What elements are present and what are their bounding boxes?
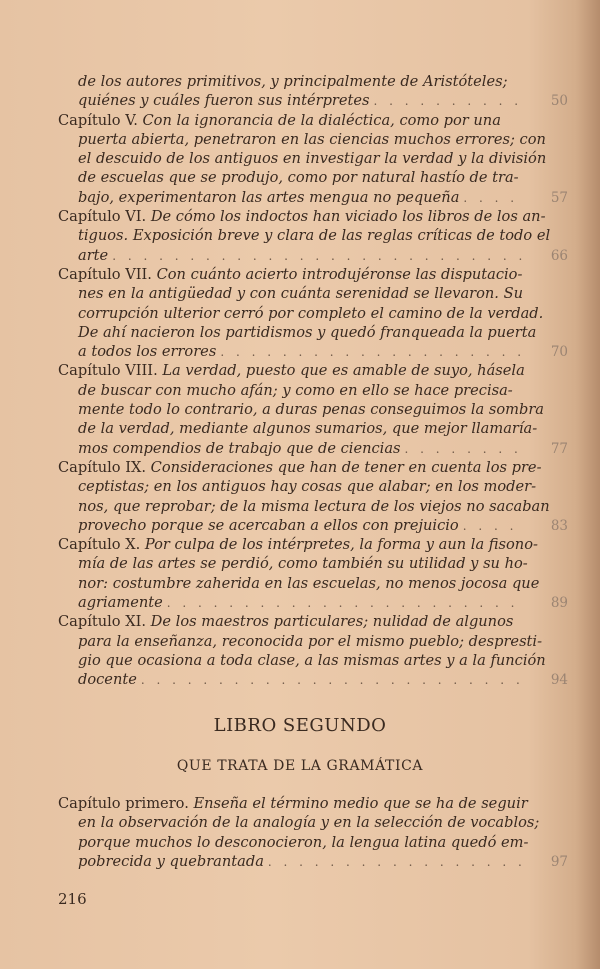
toc-line: [58, 497, 568, 516]
dot-leader: [463, 189, 524, 207]
chapter-description: corrupción ulterior cerró por completo el camino de la verdad.: [78, 304, 544, 322]
dot-leader: [374, 92, 524, 110]
toc-line: [58, 361, 568, 380]
chapter-description: provecho porque se acercaban a ellos con prejuicio: [78, 516, 459, 534]
chapter-description: en la observación de la analogía y en la selección de vocablos;: [78, 814, 540, 832]
page-reference: 57: [550, 189, 568, 206]
chapter-description: agriamente: [78, 594, 163, 612]
toc-line: [58, 304, 568, 323]
section-title: LIBRO SEGUNDO: [213, 715, 387, 736]
chapter-description: Con la ignorancia de la dialéctica, como por una: [142, 111, 501, 129]
chapter-description: Consideraciones que han de tener en cuenta los pre-: [150, 458, 542, 476]
toc-line: [58, 794, 568, 813]
dot-leader: [268, 853, 524, 871]
chapter-description: de escuelas que se produjo, como por natural hastío de tra-: [78, 169, 519, 187]
chapter-description: De cómo los indoctos han viciado los libros de los an-: [150, 208, 546, 226]
chapter-description: puerta abierta, penetraron en las ciencias muchos errores; con: [78, 130, 546, 148]
chapter-description: tiguos. Exposición breve y clara de las reglas críticas de todo el: [78, 227, 551, 245]
toc-line: [58, 833, 568, 852]
toc-line: [58, 554, 568, 573]
toc-line: [58, 852, 568, 871]
toc-line: [58, 670, 568, 689]
toc-entry: [58, 361, 568, 457]
toc-line: [58, 111, 568, 130]
chapter-label: Capítulo VII.: [58, 265, 157, 283]
chapter-description: el descuido de los antiguos en investigar la verdad y la división: [78, 150, 547, 168]
chapter-label: Capítulo V.: [58, 111, 143, 129]
page-number: 216: [58, 890, 87, 908]
toc-entry: [58, 612, 568, 689]
chapter-description: La verdad, puesto que es amable de suyo, hásela: [162, 362, 525, 380]
toc-line: [58, 593, 568, 612]
toc-entry: [58, 535, 568, 612]
toc-entry: [58, 794, 568, 871]
chapter-description: quiénes y cuáles fueron sus intérpretes: [78, 92, 370, 110]
toc-line: [58, 226, 568, 245]
toc-line: [58, 419, 568, 438]
chapter-description: nor: costumbre zaherida en las escuelas, no menos jocosa que: [78, 574, 540, 592]
page-reference: 89: [550, 595, 568, 612]
toc-line: [58, 574, 568, 593]
toc-line: [58, 207, 568, 226]
chapter-description: mos compendios de trabajo que de ciencias: [78, 439, 401, 457]
chapter-label: Capítulo VIII.: [58, 362, 163, 380]
page-reference: 77: [550, 440, 568, 457]
chapter-description: porque muchos lo desconocieron, la lengua latina quedó em-: [78, 833, 529, 851]
toc-line: [58, 323, 568, 342]
chapter-label: Capítulo IX.: [58, 458, 151, 476]
toc-line: [58, 130, 568, 149]
toc-line: [58, 342, 568, 361]
chapter-description: Con cuánto acierto introdujéronse las disputacio-: [156, 265, 523, 283]
toc-line: [58, 284, 568, 303]
toc-line: [58, 168, 568, 187]
toc-line: [58, 535, 568, 554]
toc-entry: [58, 111, 568, 207]
page-reference: 94: [550, 672, 568, 689]
chapter-description: arte: [78, 246, 109, 264]
chapter-description: gio que ocasiona a toda clase, a las mismas artes y a la función: [78, 651, 546, 669]
chapter-description: De ahí nacieron los partidismos y quedó franqueada la puerta: [78, 323, 537, 341]
page-reference: 97: [550, 853, 568, 870]
toc-line: [58, 813, 568, 832]
toc-line: [58, 477, 568, 496]
toc-line: [58, 265, 568, 284]
chapter-description: para la enseñanza, reconocida por el mismo pueblo; despresti-: [78, 632, 543, 650]
chapter-description: docente: [78, 671, 137, 689]
chapter-label: Capítulo primero.: [58, 795, 194, 812]
dot-leader: [167, 594, 524, 612]
chapter-description: de los autores primitivos, y principalmente de Aristóteles;: [78, 73, 508, 90]
dot-leader: [112, 247, 524, 265]
section-subtitle: QUE TRATA DE LA GRAMÁTICA: [176, 758, 424, 774]
chapter-description: pobrecida y quebrantada: [78, 852, 264, 870]
page-reference: 50: [550, 93, 568, 110]
chapter-description: De los maestros particulares; nulidad de algunos: [150, 613, 514, 631]
chapter-description: mía de las artes se perdió, como también su utilidad y su ho-: [78, 555, 528, 573]
dot-leader: [463, 517, 524, 535]
chapter-description: mente todo lo contrario, a duras penas conseguimos la sombra: [78, 401, 545, 419]
toc-line: [58, 246, 568, 265]
page-reference: 66: [550, 247, 568, 264]
toc-line: [58, 72, 568, 91]
toc-entry: [58, 207, 568, 265]
chapter-description: ceptistas; en los antiguos hay cosas que alabar; en los moder-: [78, 478, 537, 496]
toc-line: [58, 439, 568, 458]
dot-leader: [141, 671, 524, 689]
chapter-description: Enseña el término medio que se ha de seguir: [193, 795, 528, 812]
toc-line: [58, 632, 568, 651]
toc-entry: [58, 265, 568, 361]
chapter-description: bajo, experimentaron las artes mengua no pequeña: [78, 188, 460, 206]
dot-leader: [220, 343, 524, 361]
toc-line: [58, 91, 568, 110]
toc-line: [58, 381, 568, 400]
dot-leader: [405, 440, 524, 458]
toc-entry: [58, 72, 568, 111]
chapter-description: de buscar con mucho afán; y como en ello se hace precisa-: [78, 381, 513, 399]
toc-line: [58, 400, 568, 419]
toc-entry: [58, 458, 568, 535]
toc-line: [58, 651, 568, 670]
page-reference: 83: [550, 517, 568, 534]
chapter-description: nos, que reprobar; de la misma lectura de los viejos no sacaban: [78, 497, 550, 515]
toc-line: [58, 149, 568, 168]
chapter-description: Por culpa de los intérpretes, la forma y aun la fisono-: [144, 536, 538, 554]
toc-line: [58, 188, 568, 207]
chapter-label: Capítulo X.: [58, 536, 145, 554]
page-reference: 70: [550, 344, 568, 361]
toc-line: [58, 516, 568, 535]
toc-line: [58, 458, 568, 477]
chapter-description: nes en la antigüedad y con cuánta serenidad se llevaron. Su: [78, 285, 523, 303]
chapter-description: de la verdad, mediante algunos sumarios, que mejor llamaría-: [78, 420, 538, 438]
chapter-label: Capítulo XI.: [58, 613, 151, 631]
toc-line: [58, 612, 568, 631]
chapter-label: Capítulo VI.: [58, 208, 151, 226]
table-of-contents: [58, 72, 568, 690]
chapter-description: a todos los errores: [78, 343, 217, 361]
table-of-contents-continued: [58, 794, 568, 871]
